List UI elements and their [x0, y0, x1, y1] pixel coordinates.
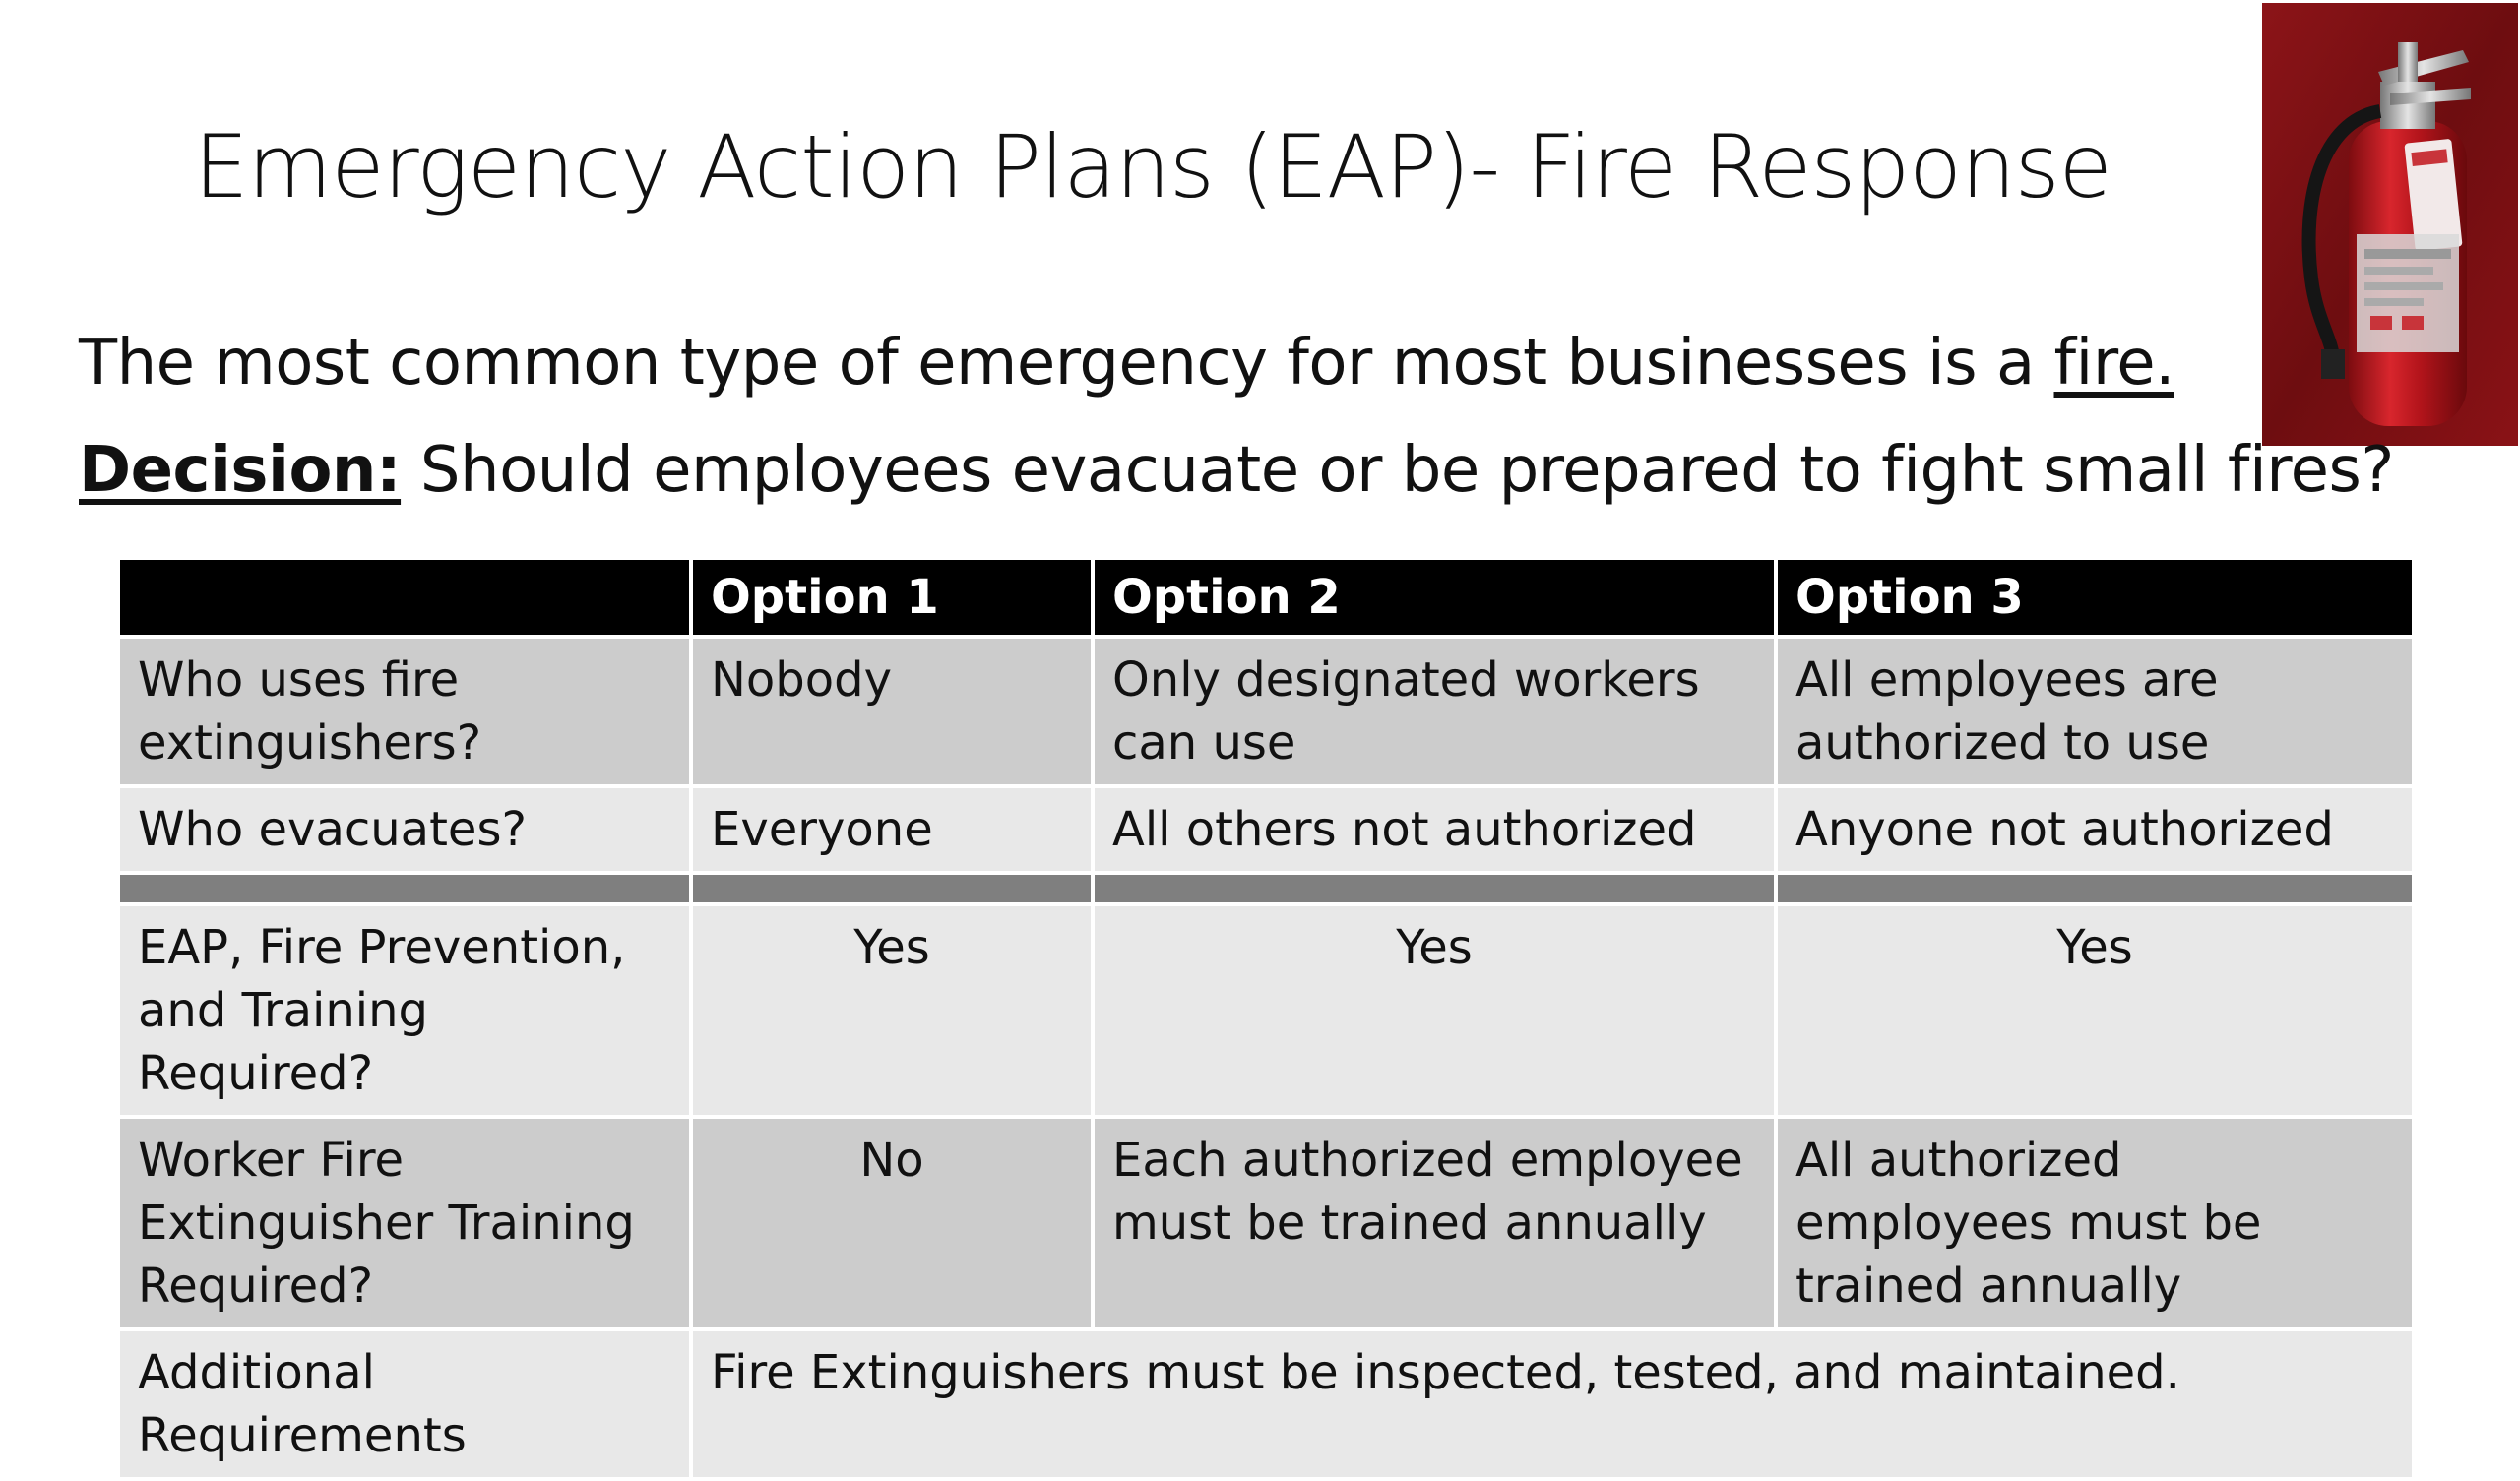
table-cell: Yes: [1093, 904, 1776, 1117]
table-cell: Each authorized employee must be trained annually: [1093, 1117, 1776, 1329]
table-cell: Yes: [691, 904, 1093, 1117]
row-label: Who uses fire extinguishers?: [118, 637, 691, 786]
options-table: [116, 556, 2416, 1481]
decision-label: Decision:: [79, 434, 402, 507]
table-cell: Everyone: [691, 786, 1093, 873]
separator-cell: [691, 873, 1093, 904]
fire-extinguisher-icon: [2262, 3, 2518, 446]
decision-text: Should employees evacuate or be prepared to fight small fires?: [401, 434, 2394, 507]
decision-sentence: [79, 434, 2394, 507]
table-cell: All authorized employees must be trained annually: [1776, 1117, 2414, 1329]
intro-sentence: [79, 327, 2174, 400]
header-cell-option-1: Option 1: [691, 558, 1093, 637]
table-cell: No: [691, 1117, 1093, 1329]
table-cell: Only designated workers can use: [1093, 637, 1776, 786]
separator-cell: [1093, 873, 1776, 904]
separator-cell: [1776, 873, 2414, 904]
intro-text: The most common type of emergency for most businesses is a: [79, 327, 2054, 400]
table-cell: Nobody: [691, 637, 1093, 786]
row-label: Worker Fire Extinguisher Training Required?: [118, 1117, 691, 1329]
slide-title: Emergency Action Plans (EAP)- Fire Response: [194, 116, 2111, 217]
table-cell: All employees are authorized to use: [1776, 637, 2414, 786]
table-cell-merged: Fire Extinguishers must be inspected, tested, and maintained.: [691, 1329, 2414, 1479]
table-row: [118, 637, 2414, 786]
separator-cell: [118, 873, 691, 904]
row-label: Who evacuates?: [118, 786, 691, 873]
intro-emphasis: fire.: [2053, 327, 2174, 400]
header-cell-blank: [118, 558, 691, 637]
table-row: [118, 904, 2414, 1117]
table-cell: Yes: [1776, 904, 2414, 1117]
table-separator-row: [118, 873, 2414, 904]
table-row: [118, 1329, 2414, 1479]
row-label: EAP, Fire Prevention, and Training Required?: [118, 904, 691, 1117]
header-cell-option-2: Option 2: [1093, 558, 1776, 637]
row-label: Additional Requirements: [118, 1329, 691, 1479]
table-header-row: [118, 558, 2414, 637]
table-cell: All others not authorized: [1093, 786, 1776, 873]
table-row: [118, 786, 2414, 873]
fire-extinguisher-photo: [2262, 3, 2518, 446]
header-cell-option-3: Option 3: [1776, 558, 2414, 637]
table-cell: Anyone not authorized: [1776, 786, 2414, 873]
table-row: [118, 1117, 2414, 1329]
